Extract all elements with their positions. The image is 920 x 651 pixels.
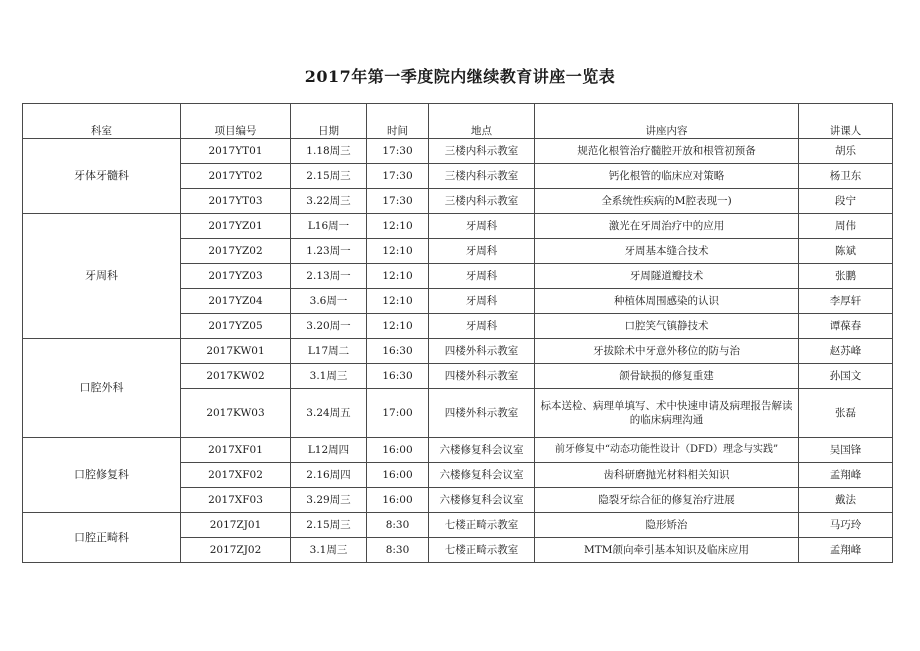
place-cell: 六楼修复科会议室 <box>429 438 535 463</box>
date-cell: 2.13周一 <box>291 264 367 289</box>
topic-cell: 齿科研磨抛光材料相关知识 <box>535 463 799 488</box>
code-cell: 2017XF01 <box>181 438 291 463</box>
code-cell: 2017YT03 <box>181 189 291 214</box>
place-cell: 七楼正畸示教室 <box>429 513 535 538</box>
header-dept: 科室 <box>23 104 181 139</box>
time-cell: 8:30 <box>367 538 429 563</box>
topic-cell: 牙周基本缝合技术 <box>535 239 799 264</box>
table-row <box>23 438 893 463</box>
dept-cell: 牙体牙髓科 <box>23 139 181 214</box>
topic-cell: 隐裂牙综合征的修复治疗进展 <box>535 488 799 513</box>
header-date: 日期 <box>291 104 367 139</box>
time-cell: 16:30 <box>367 364 429 389</box>
time-cell: 16:00 <box>367 438 429 463</box>
code-cell: 2017ZJ01 <box>181 513 291 538</box>
time-cell: 16:00 <box>367 488 429 513</box>
lecturer-cell: 陈斌 <box>799 239 893 264</box>
code-cell: 2017YZ05 <box>181 314 291 339</box>
topic-cell: 种植体周围感染的认识 <box>535 289 799 314</box>
date-cell: L12周四 <box>291 438 367 463</box>
table-row <box>23 513 893 538</box>
lecturer-cell: 戴法 <box>799 488 893 513</box>
code-cell: 2017YZ04 <box>181 289 291 314</box>
date-cell: 3.22周三 <box>291 189 367 214</box>
topic-cell: 标本送检、病理单填写、术中快速申请及病理报告解读的临床病理沟通 <box>535 389 799 438</box>
table-row <box>23 339 893 364</box>
place-cell: 三楼内科示教室 <box>429 139 535 164</box>
code-cell: 2017ZJ02 <box>181 538 291 563</box>
time-cell: 12:10 <box>367 289 429 314</box>
topic-cell: 牙周隧道瓣技术 <box>535 264 799 289</box>
code-cell: 2017XF02 <box>181 463 291 488</box>
lecturer-cell: 杨卫东 <box>799 164 893 189</box>
time-cell: 12:10 <box>367 214 429 239</box>
date-cell: 3.24周五 <box>291 389 367 438</box>
date-cell: 1.18周三 <box>291 139 367 164</box>
date-cell: 3.6周一 <box>291 289 367 314</box>
time-cell: 17:30 <box>367 189 429 214</box>
topic-cell: 隐形矫治 <box>535 513 799 538</box>
time-cell: 17:30 <box>367 139 429 164</box>
code-cell: 2017XF03 <box>181 488 291 513</box>
dept-cell: 口腔修复科 <box>23 438 181 513</box>
place-cell: 牙周科 <box>429 289 535 314</box>
topic-cell: 颌骨缺损的修复重建 <box>535 364 799 389</box>
lecturer-cell: 胡乐 <box>799 139 893 164</box>
dept-cell: 牙周科 <box>23 214 181 339</box>
table-row <box>23 139 893 164</box>
code-cell: 2017YT01 <box>181 139 291 164</box>
topic-cell: 牙拔除术中牙意外移位的防与治 <box>535 339 799 364</box>
time-cell: 12:10 <box>367 239 429 264</box>
lecturer-cell: 张鹏 <box>799 264 893 289</box>
lecturer-cell: 孙国文 <box>799 364 893 389</box>
header-topic: 讲座内容 <box>535 104 799 139</box>
lecturer-cell: 孟翔峰 <box>799 538 893 563</box>
date-cell: 3.20周一 <box>291 314 367 339</box>
table-row <box>23 214 893 239</box>
code-cell: 2017YZ01 <box>181 214 291 239</box>
time-cell: 17:00 <box>367 389 429 438</box>
header-time: 时间 <box>367 104 429 139</box>
topic-cell: 口腔笑气镇静技术 <box>535 314 799 339</box>
code-cell: 2017YT02 <box>181 164 291 189</box>
place-cell: 四楼外科示教室 <box>429 389 535 438</box>
header-code: 项目编号 <box>181 104 291 139</box>
date-cell: 1.23周一 <box>291 239 367 264</box>
lecturer-cell: 周伟 <box>799 214 893 239</box>
lecturer-cell: 吴国锋 <box>799 438 893 463</box>
date-cell: 2.16周四 <box>291 463 367 488</box>
time-cell: 16:00 <box>367 463 429 488</box>
date-cell: L16周一 <box>291 214 367 239</box>
code-cell: 2017KW01 <box>181 339 291 364</box>
time-cell: 17:30 <box>367 164 429 189</box>
topic-cell: MTM颌向牵引基本知识及临床应用 <box>535 538 799 563</box>
place-cell: 三楼内科示教室 <box>429 164 535 189</box>
place-cell: 牙周科 <box>429 239 535 264</box>
lecture-schedule-table <box>22 103 893 563</box>
time-cell: 12:10 <box>367 264 429 289</box>
place-cell: 七楼正畸示教室 <box>429 538 535 563</box>
header-lecturer: 讲课人 <box>799 104 893 139</box>
code-cell: 2017YZ02 <box>181 239 291 264</box>
topic-cell: 前牙修复中“动态功能性设计（DFD）理念与实践” <box>535 438 799 463</box>
topic-cell: 全系统性疾病的M腔表现一) <box>535 189 799 214</box>
date-cell: 3.1周三 <box>291 538 367 563</box>
table-header-row <box>23 104 893 139</box>
code-cell: 2017KW03 <box>181 389 291 438</box>
time-cell: 12:10 <box>367 314 429 339</box>
page-title: 2017年第一季度院内继续教育讲座一览表 <box>304 67 616 86</box>
place-cell: 牙周科 <box>429 314 535 339</box>
date-cell: L17周二 <box>291 339 367 364</box>
lecturer-cell: 张磊 <box>799 389 893 438</box>
lecturer-cell: 谭葆春 <box>799 314 893 339</box>
header-place: 地点 <box>429 104 535 139</box>
date-cell: 2.15周三 <box>291 164 367 189</box>
dept-cell: 口腔正畸科 <box>23 513 181 563</box>
topic-cell: 钙化根管的临床应对策略 <box>535 164 799 189</box>
topic-cell: 激光在牙周治疗中的应用 <box>535 214 799 239</box>
time-cell: 16:30 <box>367 339 429 364</box>
dept-cell: 口腔外科 <box>23 339 181 438</box>
place-cell: 六楼修复科会议室 <box>429 463 535 488</box>
place-cell: 牙周科 <box>429 264 535 289</box>
date-cell: 3.29周三 <box>291 488 367 513</box>
place-cell: 四楼外科示教室 <box>429 339 535 364</box>
date-cell: 2.15周三 <box>291 513 367 538</box>
topic-cell: 规范化根管治疗髓腔开放和根管初预备 <box>535 139 799 164</box>
lecturer-cell: 段宁 <box>799 189 893 214</box>
place-cell: 三楼内科示教室 <box>429 189 535 214</box>
place-cell: 四楼外科示教室 <box>429 364 535 389</box>
lecturer-cell: 李厚轩 <box>799 289 893 314</box>
date-cell: 3.1周三 <box>291 364 367 389</box>
lecturer-cell: 马巧玲 <box>799 513 893 538</box>
time-cell: 8:30 <box>367 513 429 538</box>
place-cell: 牙周科 <box>429 214 535 239</box>
code-cell: 2017YZ03 <box>181 264 291 289</box>
lecturer-cell: 赵苏峰 <box>799 339 893 364</box>
place-cell: 六楼修复科会议室 <box>429 488 535 513</box>
lecturer-cell: 孟翔峰 <box>799 463 893 488</box>
code-cell: 2017KW02 <box>181 364 291 389</box>
